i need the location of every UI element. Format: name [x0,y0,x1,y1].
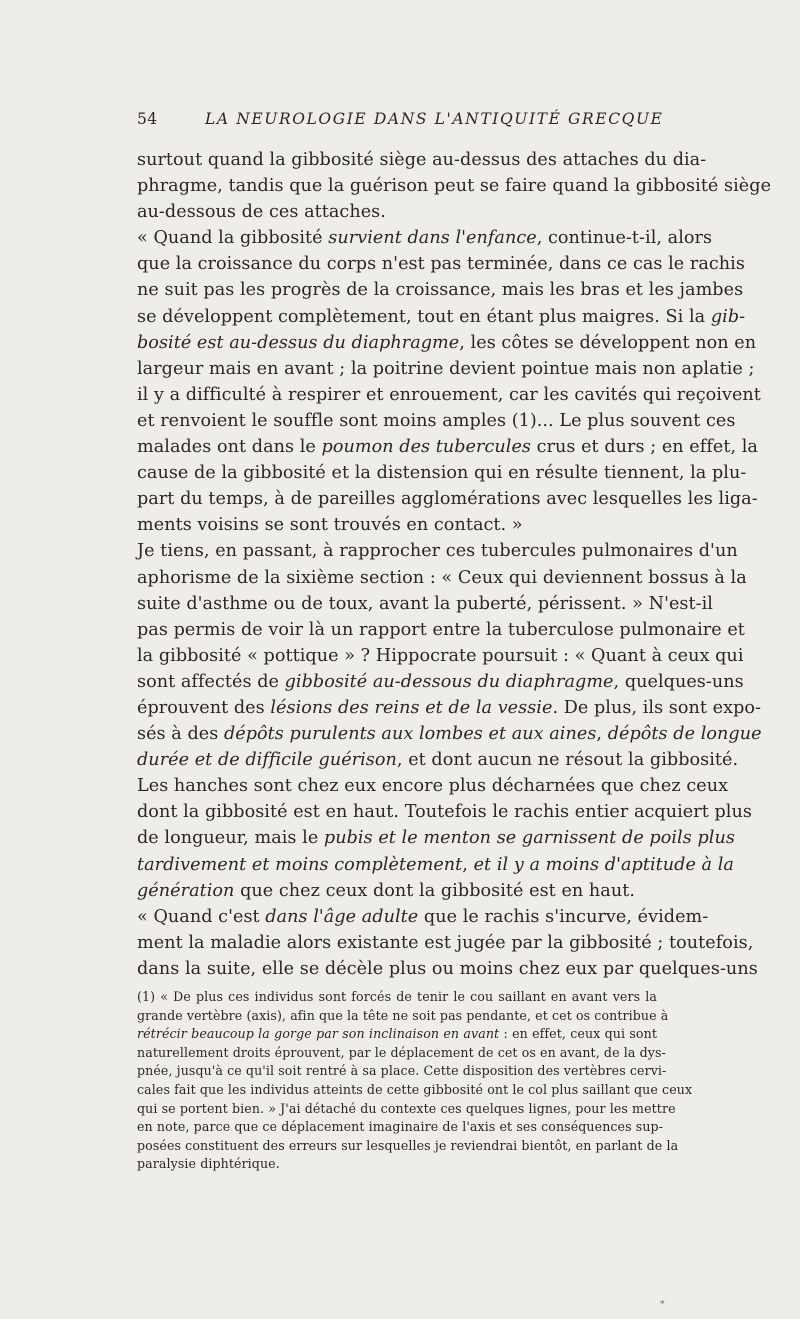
italic-text: dépôts de longue [607,724,762,745]
italic-text: dans l'âge adulte [265,906,419,927]
text-segment: , [596,724,608,745]
body-line [137,773,729,799]
text-segment: phragme, tandis que la guérison peut se faire quand la gibbosité siège [137,176,772,197]
italic-text: dépôts purulents aux lombes et aux aines [223,724,597,745]
body-line [137,799,752,825]
body-line [137,643,744,669]
footnote-line [137,1044,666,1063]
text-segment: pnée, jusqu'à ce qu'il soit rentré à sa place. Cette disposition des vertèbres cervi- [137,1063,667,1079]
text-segment: naturellement droits éprouvent, par le déplacement de cet os en avant, de la dys- [137,1044,666,1060]
text-segment: sés à des [137,724,224,745]
body-line [137,199,657,225]
text-segment: que chez ceux dont la gibbosité est en haut. [234,880,635,901]
text-segment: (1) « De plus ces individus sont forcés de tenir le cou saillant en avant vers la [137,989,657,1004]
italic-text: et il y a moins d'aptitude à la [473,854,734,875]
text-segment: . De plus, ils sont expo- [552,697,762,718]
footnote-line [137,1118,664,1137]
footnote-line [137,1155,657,1174]
body-line [137,617,745,643]
text-segment: paralysie diphtérique. [137,1156,280,1172]
running-title: LA NEUROLOGIE DANS L'ANTIQUITÉ GRECQUE [205,110,664,128]
body-line [137,591,713,617]
body-line [137,147,707,173]
body-line [137,669,744,695]
text-segment: « Quand la gibbosité [137,228,329,249]
footnotes [137,988,693,1174]
text-segment: cause de la gibbosité et la distension qui en résulte tiennent, la plu- [137,463,747,484]
text-segment: que le rachis s'incurve, évidem- [418,906,709,927]
body-line [137,251,745,277]
body-line [137,695,762,721]
text-segment: dans la suite, elle se décèle plus ou moins chez eux par quelques-uns [137,958,758,979]
body-line [137,173,772,199]
italic-text: bosité est au-dessus du diaphragme [137,332,460,353]
body-line [137,721,762,747]
text-segment: Les hanches sont chez eux encore plus décharnées que chez ceux [137,776,729,797]
italic-text: poumon des tubercules [321,437,531,458]
body-line [137,825,735,851]
body-line [137,512,657,538]
footnote-line [137,988,657,1007]
body-line [137,408,736,434]
text-segment: cales fait que les individus atteints de cette gibbosité ont le col plus saillant que ceux [137,1081,693,1097]
page-header [137,110,664,136]
footnote-line [137,1007,669,1026]
body-line [137,225,713,251]
text-segment: largeur mais en avant ; la poitrine devient pointue mais non aplatie ; [137,358,755,379]
footnote-line [137,1025,657,1044]
text-segment: dont la gibbosité est en haut. Toutefois le rachis entier acquiert plus [137,802,752,823]
body-line [137,904,709,930]
body-line [137,956,758,982]
body-line [137,304,746,330]
body-line [137,747,739,773]
text-segment: : en effet, ceux qui sont [499,1026,657,1042]
text-segment: grande vertèbre (axis), afin que la tête ne soit pas pendante, et cet os contribue à [137,1007,669,1023]
italic-text: durée et de difficile guérison [137,750,397,771]
text-segment: aphorisme de la sixième section : « Ceux qui deviennent bossus à la [137,567,747,588]
body-line [137,538,738,564]
text-segment: , les côtes se développent non en [459,332,757,353]
text-segment: part du temps, à de pareilles agglomérations avec lesquelles les liga- [137,489,758,510]
page-number: 54 [137,110,158,128]
text-segment: « Quand c'est [137,906,266,927]
text-segment: malades ont dans le [137,437,322,458]
text-segment: que la croissance du corps n'est pas terminée, dans ce cas le rachis [137,254,745,275]
italic-text: rétrécir beaucoup la gorge par son inclinaison en avant [137,1026,500,1042]
footnote-line [137,1081,693,1100]
footnote-line [137,1062,667,1081]
body-line [137,460,747,486]
text-segment: la gibbosité « pottique » ? Hippocrate poursuit : « Quant à ceux qui [137,645,744,666]
footnote-line [137,1137,679,1156]
page-mark: * [660,1300,665,1310]
text-segment: se développent complètement, tout en étant plus maigres. Si la [137,306,711,327]
body-line [137,852,734,878]
italic-text: tardivement et moins complètement [137,854,463,875]
body-line [137,930,754,956]
body-line [137,356,755,382]
italic-text: gib- [710,306,746,327]
text-segment: au-dessous de ces attaches. [137,202,386,223]
text-segment: posées constituent des erreurs sur lesquelles je reviendrai bientôt, en parlant de la [137,1137,679,1153]
body-line [137,434,758,460]
text-segment: en note, parce que ce déplacement imaginaire de l'axis et ses conséquences sup- [137,1119,664,1135]
body-line [137,330,757,356]
body-line [137,382,761,408]
text-segment: , [462,854,474,875]
text-segment: éprouvent des [137,697,271,718]
body-text [137,147,772,982]
text-segment: suite d'asthme ou de toux, avant la puberté, périssent. » N'est-il [137,593,713,614]
text-segment: ne suit pas les progrès de la croissance, mais les bras et les jambes [137,280,744,301]
text-segment: de longueur, mais le [137,828,324,849]
text-segment: surtout quand la gibbosité siège au-dessus des attaches du dia- [137,150,707,170]
italic-text: génération [137,880,235,901]
text-segment: , et dont aucun ne résout la gibbosité. [396,750,739,771]
italic-text: survient dans l'enfance [328,228,537,249]
footnote-line [137,1100,676,1119]
italic-text: gibbosité au-dessous du diaphragme [284,671,614,692]
text-segment: ments voisins se sont trouvés en contact. » [137,515,523,536]
text-segment: Je tiens, en passant, à rapprocher ces tubercules pulmonaires d'un [137,541,738,562]
text-segment: crus et durs ; en effet, la [530,437,758,458]
text-segment: qui se portent bien. » J'ai détaché du contexte ces quelques lignes, pour les mettre [137,1100,676,1116]
italic-text: lésions des reins et de la vessie [270,697,553,718]
body-line [137,878,657,904]
text-segment: , quelques-uns [613,671,744,692]
text-segment: il y a difficulté à respirer et enrouement, car les cavités qui reçoivent [137,384,761,405]
italic-text: pubis et le menton se garnissent de poils plus [323,828,735,849]
body-line [137,565,747,591]
text-segment: , continue-t-il, alors [536,228,713,249]
text-segment: et renvoient le souffle sont moins amples (1)... Le plus souvent ces [137,410,736,431]
text-segment: ment la maladie alors existante est jugée par la gibbosité ; toutefois, [137,932,754,953]
body-line [137,277,744,303]
text-segment: sont affectés de [137,671,285,692]
text-segment: pas permis de voir là un rapport entre la tuberculose pulmonaire et [137,619,745,640]
body-line [137,486,758,512]
